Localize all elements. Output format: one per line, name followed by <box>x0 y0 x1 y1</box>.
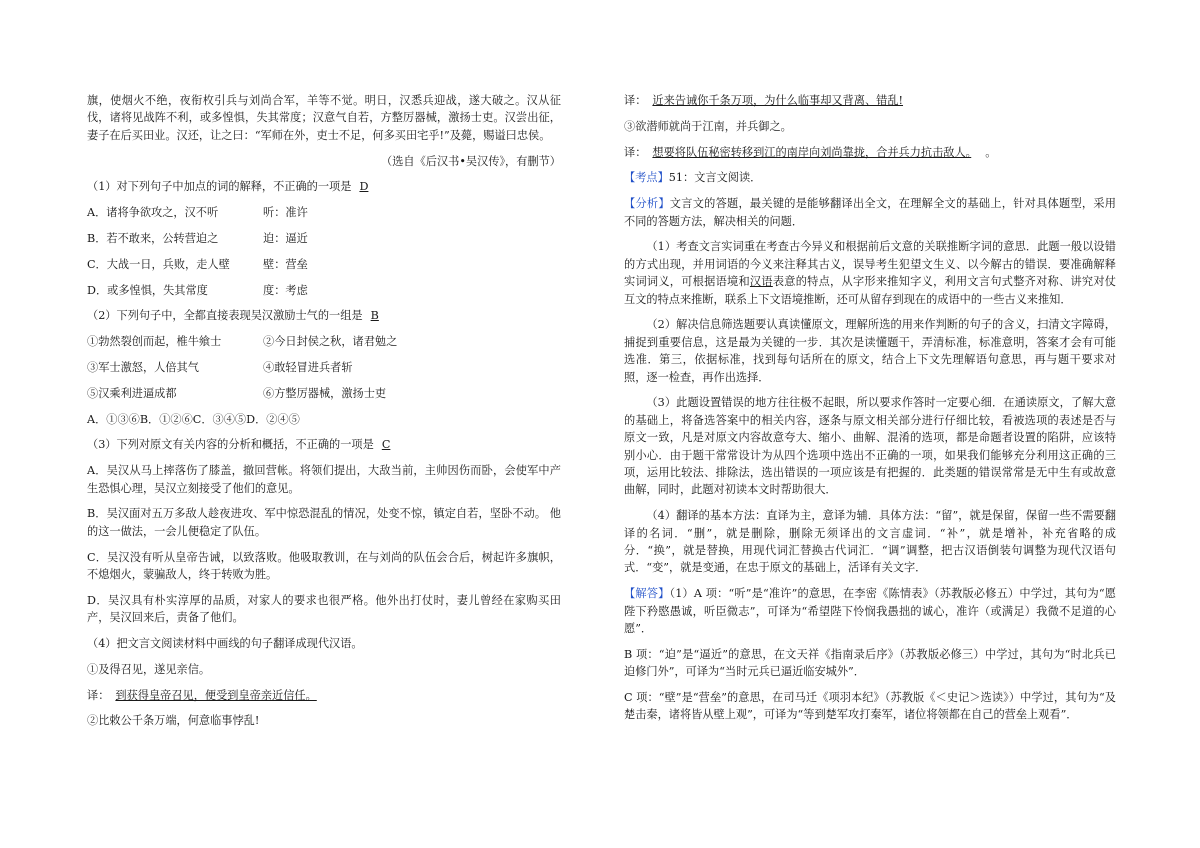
q2-items-row: ⑤汉乘利进逼成都 ⑥方整厉器械，激扬士吏 <box>87 386 387 400</box>
question-2-stem: （2）下列句子中，全都直接表现吴汉激励士气的一组是 B <box>87 307 561 324</box>
analysis-paragraph-1: （1）考查文言实词重在考查古今异义和根据前后文意的关联推断字词的意思．此题一般以设错的方式出现，并用词语的今义来注释其古义，误导考生犯望文生义、以今解古的错误．要准确解释实词词义，可根据语境和汉语表意的特点，从字形来推知字义，利用文言句式整齐对称、讲究对仗互文的特点来推断，联系上下文语境推断，还可从留存到现在的成语中的一些古义来推知． <box>624 240 1116 306</box>
question-2-answer: B <box>370 309 379 323</box>
jieda-section: 【解答】（1）A 项：“听”是“准许”的意思，在李密《陈情表》（苏教版必修五）中学过，其句为“愿陛下矜愍愚诚，听臣微志”，可译为“希望陛下怜悯我愚拙的诚心，准许（或满足）我微不足道的心愿”． <box>624 587 1116 636</box>
q2-items-row: ①勃然裂创而起，椎牛飨士 ②今日封侯之秋，诸君勉之 <box>87 335 398 349</box>
jieda-item-c: C 项：“壁”是“营垒”的意思，在司马迁《项羽本纪》（苏教版《＜史记＞选读》）中学过，其句为“及楚击秦，诸将皆从壁上观”，可译为“等到楚军攻打秦军，诸位将领都在自己的营垒上观看”． <box>624 691 1116 722</box>
analysis-paragraph-3: （3）此题设置错误的地方往往极不起眼，所以要求作答时一定要心细．在通读原文，了解大意的基础上，将备选答案中的相关内容，逐条与原文相关部分进行仔细比较，看被选项的表述是否与原文一致，凡是对原文内容故意夸大、缩小、曲解、混淆的选项，都是命题者设置的陷阱，应该特别小心．由于题干常常设计为从四个选项中选出不正确的一项，如果我们能够充分利用这正确的三项，运用比较法、排除法，选出错误的一项应该是有把握的．此类题的错误常常是无中生有或故意曲解，同时，此题对初读本文时帮助很大． <box>624 396 1116 497</box>
question-1-stem: （1）对下列句子中加点的词的解释，不正确的一项是 D <box>87 178 561 195</box>
analysis-paragraph-2: （2）解决信息筛选题要认真读懂原文，理解所选的用来作判断的句子的含义，扫清文字障碍，捕捉到重要信息，这是最为关键的一步．其次是读懂题干，弄清标准，标准意明，答案才会有可能选准．第三，依据标准，找到每句话所在的原文，结合上下文先理解语句意思，再与题干要求对照，逐一检查，再作出选择． <box>624 318 1116 384</box>
question-3-answer: C <box>381 438 391 452</box>
q1-option-a: A．诸将争欲攻之，汉不听 听：准许 <box>87 206 308 220</box>
q4-translation-2: 译： 近来告诫你千条万项，为什么临事却又背离、错乱! <box>624 94 904 107</box>
q3-option-b: B．吴汉面对五万多敌人趁夜进攻、军中惊恐混乱的情况，处变不惊，镇定自若，坚卧不动。 他的这一做法，一会儿便稳定了队伍。 <box>87 507 561 538</box>
jieda-item-b: B 项：“迫”是“逼近”的意思，在文天祥《指南录后序》（苏教版必修三）中学过，其句为“时北兵已迫修门外”，可译为“当时元兵已逼近临安城外”． <box>624 647 1116 679</box>
left-column <box>87 92 561 738</box>
passage-paragraph: 旗，使烟火不绝，夜衔枚引兵与刘尚合军，羊等不觉。明日，汉悉兵迎战，遂大破之。汉从征伐，诸将见战阵不利，或多惶惧，失其常度；汉意气自若，方整厉器械，激扬士吏。汉尝出征，妻子在后买田业。汉还，让之曰：“军师在外，吏士不足，何多买田宅乎!”及薨，赐谥曰忠侯。 <box>87 94 561 142</box>
q1-option-b: B．若不敢来，公转营迫之 迫：逼近 <box>87 232 308 245</box>
q2-choices: A．①③⑥B．①②⑥C．③④⑤D．②④⑤ <box>87 412 300 426</box>
q1-option-d: D．或多惶惧，失其常度 度：考虑 <box>87 283 308 297</box>
q1-option-c: C．大战一日，兵败，走人壁 壁：营垒 <box>87 257 308 271</box>
fenxi-section: 【分析】文言文的答题，最关键的是能够翻译出全文，在理解全文的基础上，针对具体题型，采用不同的答题方法，解决相关的问题． <box>624 197 1116 228</box>
passage-source: （选自《后汉书•吴汉传》，有删节） <box>381 154 561 168</box>
question-4-stem: （4）把文言文阅读材料中画线的句子翻译成现代汉语。 <box>87 636 363 650</box>
q3-option-a: A．吴汉从马上摔落伤了膝盖，撤回营帐。将领们提出，大敌当前，主帅因伤而卧，会使军中产生恐惧心理，吴汉立刻接受了他们的意见。 <box>87 464 561 495</box>
q3-option-d: D．吴汉具有朴实淳厚的品质，对家人的要求也很严格。他外出打仗时，妻儿曾经在家购买田产，吴汉回来后，责备了他们。 <box>87 593 561 625</box>
right-column <box>624 92 1116 732</box>
q3-option-c: C．吴汉没有听从皇帝告诫，以致落败。他吸取教训，在与刘尚的队伍会合后，树起许多旗帜，不熄烟火，蒙骗敌人，终于转败为胜。 <box>87 550 561 581</box>
q2-items-row: ③军士激怒，人倍其气 ④敢轻冒进兵者斩 <box>87 360 353 374</box>
jieda-tag: 【解答】 <box>624 587 670 601</box>
kaodian-tag: 【考点】 <box>624 171 669 185</box>
q4-sentence-2: ②比敕公千条万端，何意临事悖乱! <box>87 714 260 728</box>
question-1-answer: D <box>359 180 369 194</box>
q4-sentence-1: ①及得召见，遂见亲信。 <box>87 662 211 676</box>
kaodian-section: 【考点】51：文言文阅读． <box>624 171 762 185</box>
fenxi-tag: 【分析】 <box>624 197 670 211</box>
analysis-paragraph-4: （4）翻译的基本方法：直译为主，意译为辅．具体方法：“留”，就是保留，保留一些不需要翻译的名词．“删”，就是删除，删除无须译出的文言虚词．“补”，就是增补，补充省略的成分．“换”，就是替换，用现代词汇替换古代词汇．“调”调整，把古汉语倒装句调整为现代汉语句式．“变”，就是变通，在忠于原文的基础上，活译有关文字． <box>624 509 1116 575</box>
q4-translation-1: 译： 到获得皇帝召见，便受到皇帝亲近信任。 <box>87 688 317 702</box>
q4-translation-3: 译： 想要将队伍秘密转移到江的南岸向刘尚靠拢，合并兵力抗击敌人。 。 <box>624 145 997 159</box>
q4-sentence-3: ③欲潜师就尚于江南，并兵御之。 <box>624 119 792 133</box>
question-3-stem: （3）下列对原文有关内容的分析和概括，不正确的一项是 C <box>87 436 561 453</box>
